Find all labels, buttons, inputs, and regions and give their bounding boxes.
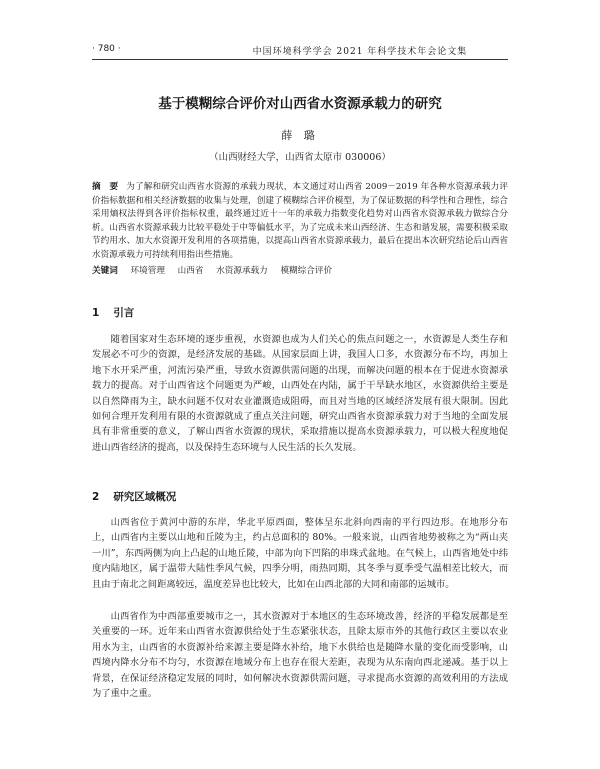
section-heading-introduction [92,305,134,320]
running-header [92,43,508,60]
section-heading-study-area [92,489,176,504]
page-number: · 780 · [92,44,121,54]
section-number: 2 [92,491,100,503]
abstract-text: 为了解和研究山西省水资源的承载力现状，本文通过对山西省 2009－2019 年各种水资源承载力评价指标数据和相关经济数据的收集与处理，创建了模糊综合评价模型，为了保证数据的科学性和合理性，综合采用熵权法得到各评价指标权重，最终通过近十一年的承载力指数变化趋势对山西省水资源承载力做综合分析。山西省水资源承载力比较平稳处于中等偏低水平，为了完成未来山西经济、生态和谐发展，需要积极采取节约用水、加大水资源开发利用的各项措施，以提高山西省水资源承载力，最后在提出本次研究结论后山西省水资源承载力可持续利用指出些措施。 [92,182,508,260]
running-title: 中国环境科学学会 2021 年科学技术年会论文集 [252,47,468,57]
article-title: 基于模糊综合评价对山西省水资源承载力的研究 [158,96,442,112]
body-paragraph: 山西省作为中西部重要城市之一，其水资源对于本地区的生态环境改善，经济的平稳发展都是至关重要的一环。近年来山西省水资源供给处于生态紧张状态，且除太原市外的其他行政区主要以农业用水为主，山西省的水资源补给来源主要是降水补给，地下水供给也是随降水量的变化而受影响，山西境内降水分布不均匀，水资源在地域分布上也存在很大差距，表现为从东南向西北递减。基于以上背景，在保证经济稳定发展的同时，如何解决水资源供需问题，寻求提高水资源的高效利用的方法成为了重中之重。 [92,611,508,700]
body-paragraph: 随着国家对生态环境的逐步重视，水资源也成为人们关心的焦点问题之一，水资源是人类生存和发展必不可少的资源，是经济发展的基础。从国家层面上讲，我国人口多，水资源分布不均，再加上地下水开采严重，河流污染严重，导致水资源供需问题的出现，而解决问题的根本在于促进水资源承载力的提高。对于山西省这个问题更为严峻，山西处在内陆，属于干旱缺水地区，水资源供给主要是以自然降雨为主，缺水问题不仅对农业灌溉造成阻碍，而且对当地的区域经济发展有很大限制。因此如何合理开发利用有限的水资源就成了重点关注问题，研究山西省水资源承载力对于当地的全面发展具有非常重要的意义，了解山西省水资源的现状，采取措施以提高水资源承载力，可以极大程度地促进山西省经济的提高，以及保持生态环境与人民生活的长久发展。 [92,334,508,453]
section-number: 1 [92,307,100,319]
keyword: 水资源承载力 [216,266,268,276]
abstract [92,181,508,263]
keyword: 环境管理 [130,266,165,276]
keywords-label: 关键词 [92,266,118,276]
keyword: 模糊综合评价 [280,266,333,276]
keyword: 山西省 [177,266,204,276]
article-author: 薛 璐 [281,129,319,142]
section-title: 研究区域概况 [113,491,177,503]
body-paragraph: 山西省位于黄河中游的东岸，华北平原西面，整体呈东北斜向西南的平行四边形。在地形分布上，山西省内主要以山地和丘陵为主，约占总面积的 80%。一般来说，山西省地势被称之为“两山夹一川”，东西两侧为向上凸起的山地丘陵，中部为向下凹陷的串珠式盆地。在气候上，山西省地处中纬度内陆地区，属于温带大陆性季风气候，四季分明，雨热同期，其冬季与夏季受气温相差比较大，而且由于南北之间距离较远，温度差异也比较大，比如在山西北部的大同和南部的运城市。 [92,517,508,590]
abstract-label: 摘 要 [92,182,119,192]
keywords [92,265,508,278]
author-affiliation: （山西财经大学，山西省太原市 030006） [209,152,391,163]
section-title: 引言 [113,307,135,319]
